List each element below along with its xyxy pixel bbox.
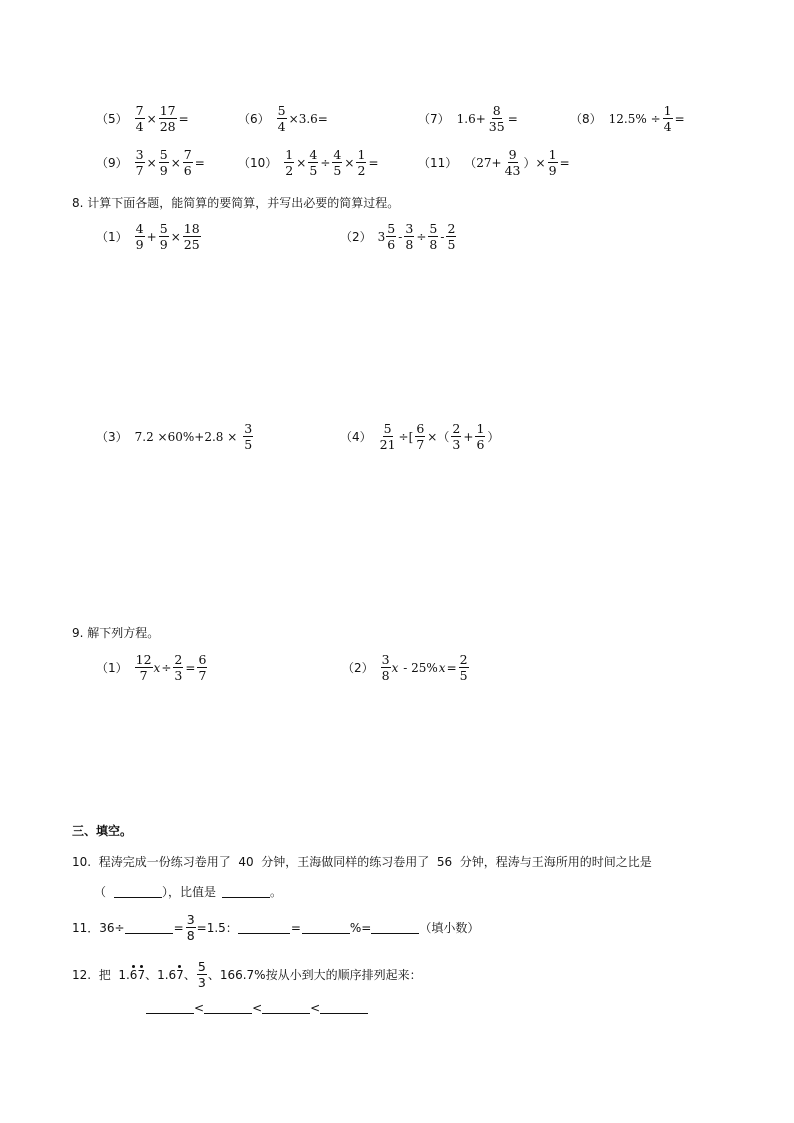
question-12-answer-row: < < < xyxy=(146,1002,368,1014)
question-11: 11．36÷ = $\frac{3}{8}$ =1.5： = %= （填小数） xyxy=(72,912,480,944)
problem-7-7: （7） 1.6+ $\frac{8}{35}$ = xyxy=(418,103,518,135)
fraction: $\frac{3}{8}$ xyxy=(381,652,390,684)
answer-blank-3[interactable] xyxy=(262,1002,310,1014)
answer-blank-percent[interactable] xyxy=(302,922,350,934)
fraction: $\frac{7}{4}$ xyxy=(135,103,144,135)
fraction: $\frac{7}{6}$ xyxy=(183,147,192,179)
problem-label: （8） xyxy=(570,111,602,126)
answer-blank-ratio-term[interactable] xyxy=(238,922,290,934)
problem-7-8: （8） 12.5% ÷ $\frac{1}{4}$ = xyxy=(570,103,685,135)
variable-x: x xyxy=(153,660,161,675)
variable-x: x xyxy=(438,660,446,675)
fraction: $\frac{6}{7}$ xyxy=(198,652,207,684)
fraction: $\frac{4}{9}$ xyxy=(135,221,144,253)
problem-9-1: （1） $\frac{12}{7}$ x ÷ $\frac{2}{3}$ = $\frac{6}{7}$ xyxy=(96,652,207,684)
fraction: $\frac{3}{8}$ xyxy=(186,912,195,944)
question-8-title: 8. 计算下面各题，能简算的要简算，并写出必要的简算过程。 xyxy=(72,196,400,210)
fraction: $\frac{2}{5}$ xyxy=(459,652,468,684)
fraction: $\frac{4}{5}$ xyxy=(333,147,342,179)
fraction: $\frac{2}{3}$ xyxy=(174,652,183,684)
question-10-line1: 10. 程涛完成一份练习卷用了 40 分钟，王海做同样的练习卷用了 56 分钟，程涛与王海所用的时间之比是 xyxy=(72,855,652,869)
problem-7-6: （6） $\frac{5}{4}$ ×3.6= xyxy=(238,103,328,135)
fraction: $\frac{4}{5}$ xyxy=(309,147,318,179)
problem-9-2: （2） $\frac{3}{8}$ x - 25% x = $\frac{2}{5}$ xyxy=(342,652,468,684)
fraction: $\frac{1}{9}$ xyxy=(548,147,557,179)
problem-label: （1） xyxy=(96,660,128,675)
problem-label: （2） xyxy=(340,229,372,244)
problem-label: （10） xyxy=(238,155,278,170)
fraction: $\frac{6}{7}$ xyxy=(416,421,425,453)
fraction: $\frac{1}{6}$ xyxy=(476,421,485,453)
fraction: $\frac{2}{3}$ xyxy=(452,421,461,453)
mixed-number: 3 $\frac{5}{6}$ xyxy=(377,221,396,253)
fraction: $\frac{12}{7}$ xyxy=(135,652,152,684)
problem-label: （4） xyxy=(340,429,372,444)
problem-label: （11） xyxy=(418,155,458,170)
repeating-digit: 7 xyxy=(137,967,146,982)
answer-blank-2[interactable] xyxy=(204,1002,252,1014)
problem-8-2: （2） 3 $\frac{5}{6}$ - $\frac{3}{8}$ ÷ $\frac{5}{8}$ - $\frac{2}{5}$ xyxy=(340,221,456,253)
fraction: $\frac{3}{5}$ xyxy=(244,421,253,453)
problem-7-9: （9） $\frac{3}{7}$ × $\frac{5}{9}$ × $\frac{7}{6}$ = xyxy=(96,147,205,179)
problem-7-5: （5） $\frac{7}{4}$ × $\frac{17}{28}$ = xyxy=(96,103,189,135)
problem-8-4: （4） $\frac{5}{21}$ ÷[ $\frac{6}{7}$ ×（ $\frac{2}{3}$ + $\frac{1}{6}$ ） xyxy=(340,421,500,453)
answer-blank-1[interactable] xyxy=(146,1002,194,1014)
problem-label: （9） xyxy=(96,155,128,170)
fraction: $\frac{17}{28}$ xyxy=(159,103,176,135)
answer-blank-4[interactable] xyxy=(320,1002,368,1014)
fraction: $\frac{5}{21}$ xyxy=(379,421,396,453)
problem-label: （5） xyxy=(96,111,128,126)
fraction: $\frac{1}{2}$ xyxy=(285,147,294,179)
fraction: $\frac{5}{9}$ xyxy=(159,221,168,253)
problem-label: （3） xyxy=(96,429,128,444)
problem-8-3: （3） 7.2 ×60%+2.8 × $\frac{3}{5}$ xyxy=(96,421,253,453)
problem-label: （2） xyxy=(342,660,374,675)
answer-blank-ratio[interactable] xyxy=(114,886,162,898)
fraction: $\frac{1}{4}$ xyxy=(663,103,672,135)
answer-blank-divisor[interactable] xyxy=(125,922,173,934)
fraction: $\frac{3}{8}$ xyxy=(405,221,414,253)
section-3-title: 三、填空。 xyxy=(72,824,133,838)
fraction: $\frac{8}{35}$ xyxy=(488,103,505,135)
fraction: $\frac{3}{7}$ xyxy=(135,147,144,179)
fraction: $\frac{5}{3}$ xyxy=(197,959,206,991)
fraction: $\frac{9}{43}$ xyxy=(504,147,521,179)
answer-blank-value[interactable] xyxy=(222,886,270,898)
fraction: $\frac{5}{4}$ xyxy=(277,103,286,135)
fraction: $\frac{1}{2}$ xyxy=(357,147,366,179)
fraction: $\frac{5}{9}$ xyxy=(159,147,168,179)
question-10-line2: （ ），比值是 。 xyxy=(94,885,283,899)
variable-x: x xyxy=(391,660,399,675)
problem-8-1: （1） $\frac{4}{9}$ + $\frac{5}{9}$ × $\frac{18}{25}$ xyxy=(96,221,200,253)
problem-7-11: （11） （27+ $\frac{9}{43}$ ）× $\frac{1}{9}$ = xyxy=(418,147,570,179)
answer-blank-decimal[interactable] xyxy=(371,922,419,934)
problem-label: （6） xyxy=(238,111,270,126)
repeating-digit: 6 xyxy=(129,967,138,982)
repeating-digit: 7 xyxy=(176,967,184,982)
problem-label: （7） xyxy=(418,111,450,126)
fraction: $\frac{2}{5}$ xyxy=(447,221,456,253)
fraction: $\frac{5}{6}$ xyxy=(387,221,396,253)
problem-label: （1） xyxy=(96,229,128,244)
question-12: 12. 把 1. 6 7 、1.6 7 、 $\frac{5}{3}$ 、166.7%按从小到大的顺序排列起来： xyxy=(72,959,422,991)
question-9-title: 9. 解下列方程。 xyxy=(72,626,160,640)
fraction: $\frac{5}{8}$ xyxy=(429,221,438,253)
problem-7-10: （10） $\frac{1}{2}$ × $\frac{4}{5}$ ÷ $\frac{4}{5}$ × $\frac{1}{2}$ = xyxy=(238,147,379,179)
fraction: $\frac{18}{25}$ xyxy=(183,221,200,253)
